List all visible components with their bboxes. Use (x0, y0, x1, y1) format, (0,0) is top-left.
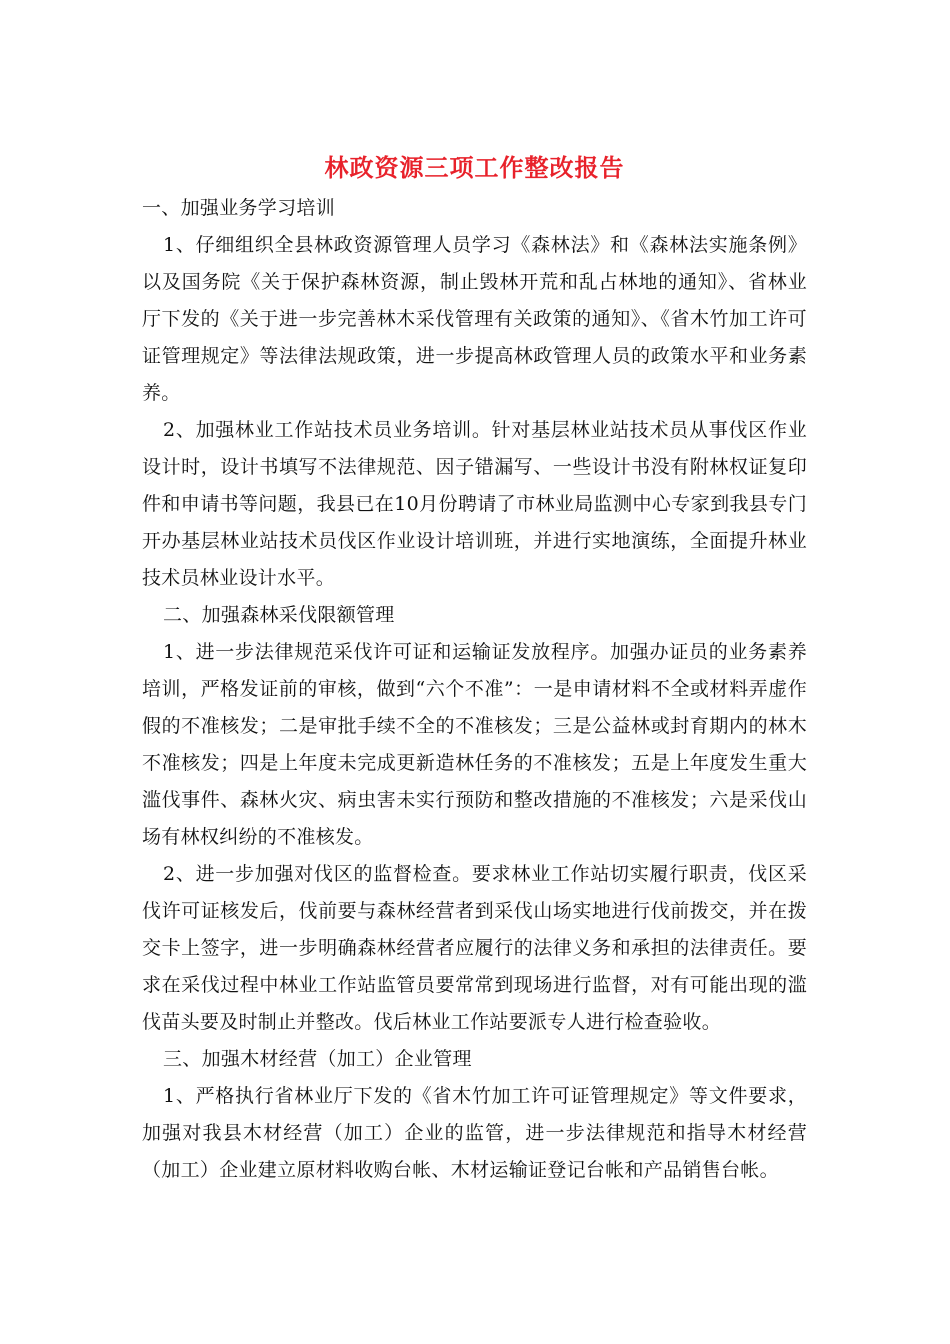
document-title: 林政资源三项工作整改报告 (324, 153, 625, 182)
paragraph-2-2: 2、进一步加强对伐区的监督检查。要求林业工作站切实履行职责，伐区采伐许可证核发后，伐前要与森林经营者到采伐山场实地进行伐前拨交，并在拨交卡上签字，进一步明确森林经营者应履行的法律义务和承担的法律责任。要求在采伐过程中林业工作站监管员要常常到现场进行监督，对有可能出现的滥伐苗头要及时制止并整改。伐后林业工作站要派专人进行检查验收。 (142, 863, 807, 1033)
document-body (142, 148, 807, 1189)
paragraph-3-1: 1、严格执行省林业厅下发的《省木竹加工许可证管理规定》等文件要求，加强对我县木材经营（加工）企业的监管，进一步法律规范和指导木材经营（加工）企业建立原材料收购台帐、木材运输证登记台帐和产品销售台帐。 (142, 1085, 807, 1181)
section-heading-2: 二、加强森林采伐限额管理 (163, 604, 395, 626)
section-heading-3: 三、加强木材经营（加工）企业管理 (163, 1048, 472, 1070)
paragraph-2-1: 1、进一步法律规范采伐许可证和运输证发放程序。加强办证员的业务素养培训，严格发证前的审核，做到“六个不准”：一是申请材料不全或材料弄虚作假的不准核发；二是审批手续不全的不准核发；三是公益林或封育期内的林木不准核发；四是上年度未完成更新造林任务的不准核发；五是上年度发生重大滥伐事件、森林火灾、病虫害未实行预防和整改措施的不准核发；六是采伐山场有林权纠纷的不准核发。 (142, 641, 807, 848)
paragraph-1-1: 1、仔细组织全县林政资源管理人员学习《森林法》和《森林法实施条例》以及国务院《关于保护森林资源，制止毁林开荒和乱占林地的通知》、省林业厅下发的《关于进一步完善林木采伐管理有关政策的通知》、《省木竹加工许可证管理规定》等法律法规政策，进一步提高林政管理人员的政策水平和业务素养。 (142, 234, 807, 404)
paragraph-1-2: 2、加强林业工作站技术员业务培训。针对基层林业站技术员从事伐区作业设计时，设计书填写不法律规范、因子错漏写、一些设计书没有附林权证复印件和申请书等问题，我县已在10月份聘请了市林业局监测中心专家到我县专门开办基层林业站技术员伐区作业设计培训班，并进行实地演练，全面提升林业技术员林业设计水平。 (142, 419, 807, 589)
section-heading-1: 一、加强业务学习培训 (142, 197, 336, 219)
